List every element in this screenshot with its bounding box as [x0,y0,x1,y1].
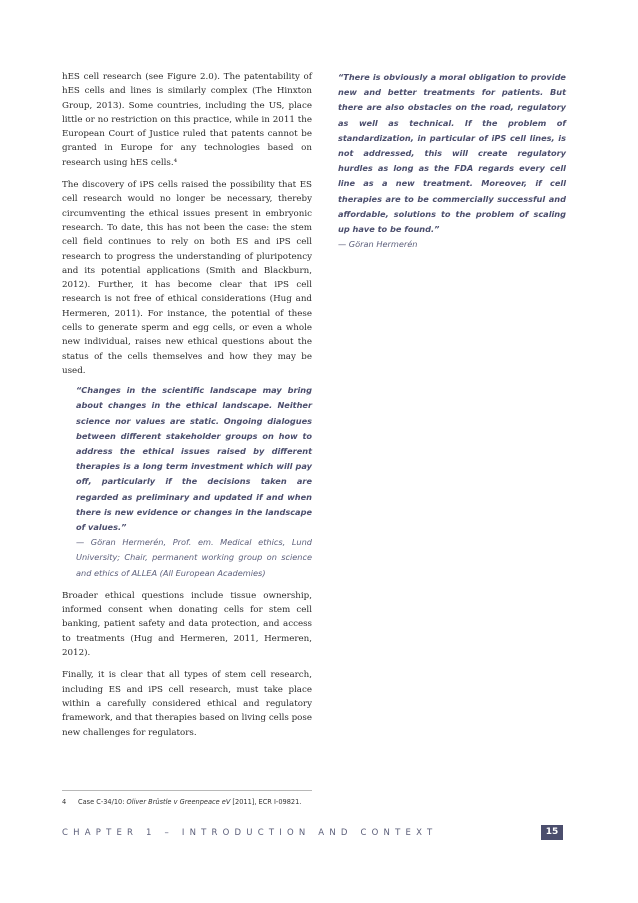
side-quote-attribution: — Göran Hermerén [338,239,418,250]
pull-quote-text: “Changes in the scientific landscape may bring about changes in the ethical landscape. Neither science nor values are static. Ongoing dialogues between different stakeholder groups on how to address the ethical issues raised by different therapies is a long term investment which will pay off, particularly if the decisions taken are regarded as preliminary and updated if and when there is new evidence or changes in the landscape of values.” [76,385,312,533]
page-number: 15 [541,825,563,840]
footnote-number: 4 [62,798,67,806]
chapter-footer: CHAPTER 1 – INTRODUCTION AND CONTEXT [62,828,438,838]
pull-quote-attribution: — Göran Hermerén, Prof. em. Medical ethics, Lund University; Chair, permanent working group on science and ethics of ALLEA (All European Academies) [76,537,312,578]
side-quote [338,70,566,252]
footnote [62,798,322,806]
main-text-column [62,70,312,748]
body-paragraph: hES cell research (see Figure 2.0). The patentability of hES cells and lines is similarly complex (The Hinxton Group, 2013). Some countries, including the US, place little or no restriction on this practice, while in 2011 the European Court of Justice ruled that patents cannot be granted in Europe for any technologies based on research using hES cells.⁴ [62,72,312,168]
footnote-prefix: Case C-34/10: [78,798,127,806]
footnote-suffix: [2011], ECR I-09821. [230,798,302,806]
footnote-case-name: Oliver Brüstle v Greenpeace eV [126,798,231,806]
body-paragraph: Broader ethical questions include tissue ownership, informed consent when donating cells for stem cell banking, patient safety and data protection, and access to treatments (Hug and Hermeren, 2011, Hermeren, 2012). [62,590,312,659]
pull-quote-inline [76,383,312,581]
footnote-divider [62,790,312,791]
body-paragraph: Finally, it is clear that all types of stem cell research, including ES and iPS cell research, must take place within a carefully considered ethical and regulatory framework, and that therapies based on living cells pose new challenges for regulators. [62,670,312,738]
side-quote-text: “There is obviously a moral obligation to provide new and better treatments for patients. But there are also obstacles on the road, regulatory as well as technical. If the problem of standardization, in particular of iPS cell lines, is not addressed, this will create regulatory hurdles as long as the FDA regards every cell line as a new treatment. Moreover, if cell therapies are to be commercially successful and affordable, solutions to the problem of scaling up have to be found.” [338,72,566,235]
body-paragraph: The discovery of iPS cells raised the possibility that ES cell research would no longer be necessary, thereby circumventing the ethical issues present in embryonic research. To date, this has not been the case: the stem cell field continues to rely on both ES and iPS cell research to progress the understanding of pluripotency and its potential applications (Smith and Blackburn, 2012). Further, it has become clear that iPS cell research is not free of ethical considerations (Hug and Hermeren, 2011). For instance, the potential of these cells to generate sperm and egg cells, or even a whole new individual, raises new ethical questions about the status of the cells themselves and how they may be used. [62,180,312,376]
